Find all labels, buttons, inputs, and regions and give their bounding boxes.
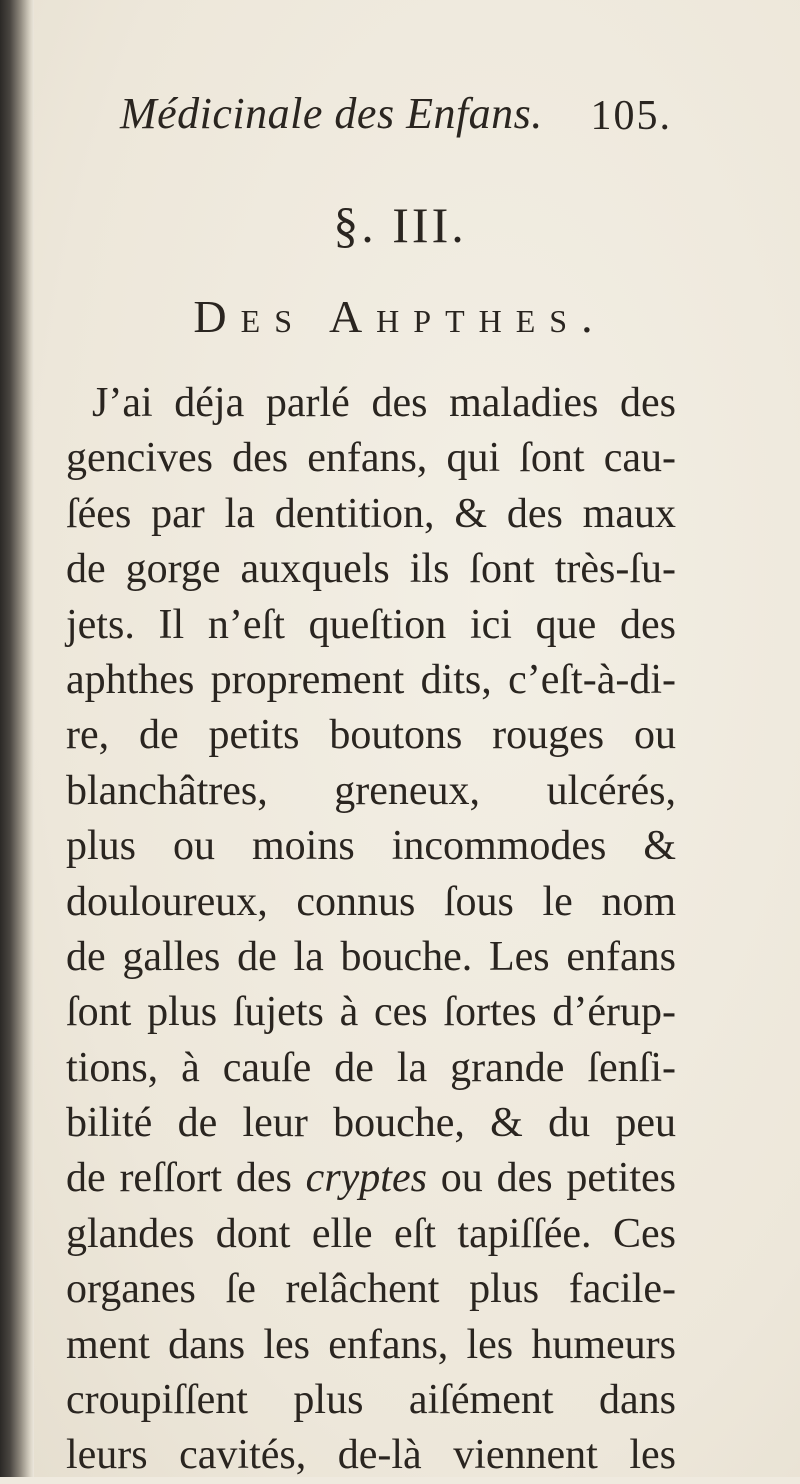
- page-number: 105.: [590, 93, 672, 139]
- text-line: douloureux, connus ſous le nom: [66, 878, 676, 925]
- text-line: de gorge auxquels ils ſont très-ſu-: [66, 546, 676, 593]
- text-line: J’ai déja parlé des maladies des: [92, 380, 676, 426]
- text-segment: ou des petites: [440, 1155, 677, 1202]
- text-line: ment dans les enfans, les humeurs: [66, 1321, 676, 1368]
- section-number: §. III.: [333, 197, 467, 253]
- text-line: leurs cavités, de-là viennent les: [66, 1432, 676, 1479]
- italic-term: cryptes: [305, 1155, 427, 1202]
- text-line: gencives des enfans, qui ſont cau-: [66, 435, 676, 482]
- chapter-heading: Des Ahpthes.: [193, 291, 607, 342]
- text-line: tions, à cauſe de la grande ſenſi-: [66, 1044, 676, 1091]
- text-line: bilité de leur bouche, & du peu: [66, 1100, 676, 1147]
- text-line: plus ou moins incommodes &: [66, 823, 676, 870]
- text-line: re, de petits boutons rouges ou: [66, 712, 676, 759]
- text-line: glandes dont elle eſt tapiſſée. Ces: [66, 1210, 676, 1257]
- text-line: ſont plus ſujets à ces ſortes d’érup-: [66, 989, 676, 1036]
- text-line: aphthes proprement dits, c’eſt-à-di-: [66, 656, 676, 703]
- text-line: croupiſſent plus aiſément dans: [66, 1377, 676, 1424]
- text-line-with-italic: [66, 1151, 676, 1206]
- text-line: ſées par la dentition, & des maux: [66, 490, 676, 537]
- text-line: blanchâtres, greneux, ulcérés,: [66, 767, 676, 814]
- running-head-title: Médicinale des Enfans.: [120, 89, 543, 138]
- paragraph: [66, 376, 676, 1484]
- text-segment: de reſſort des: [66, 1155, 292, 1202]
- text-line: jets. Il n’eſt queſtion ici que des: [66, 601, 676, 648]
- text-line: de galles de la bouche. Les enfans: [66, 933, 676, 980]
- running-head: [120, 88, 680, 148]
- text-line: organes ſe relâchent plus facile-: [66, 1266, 676, 1313]
